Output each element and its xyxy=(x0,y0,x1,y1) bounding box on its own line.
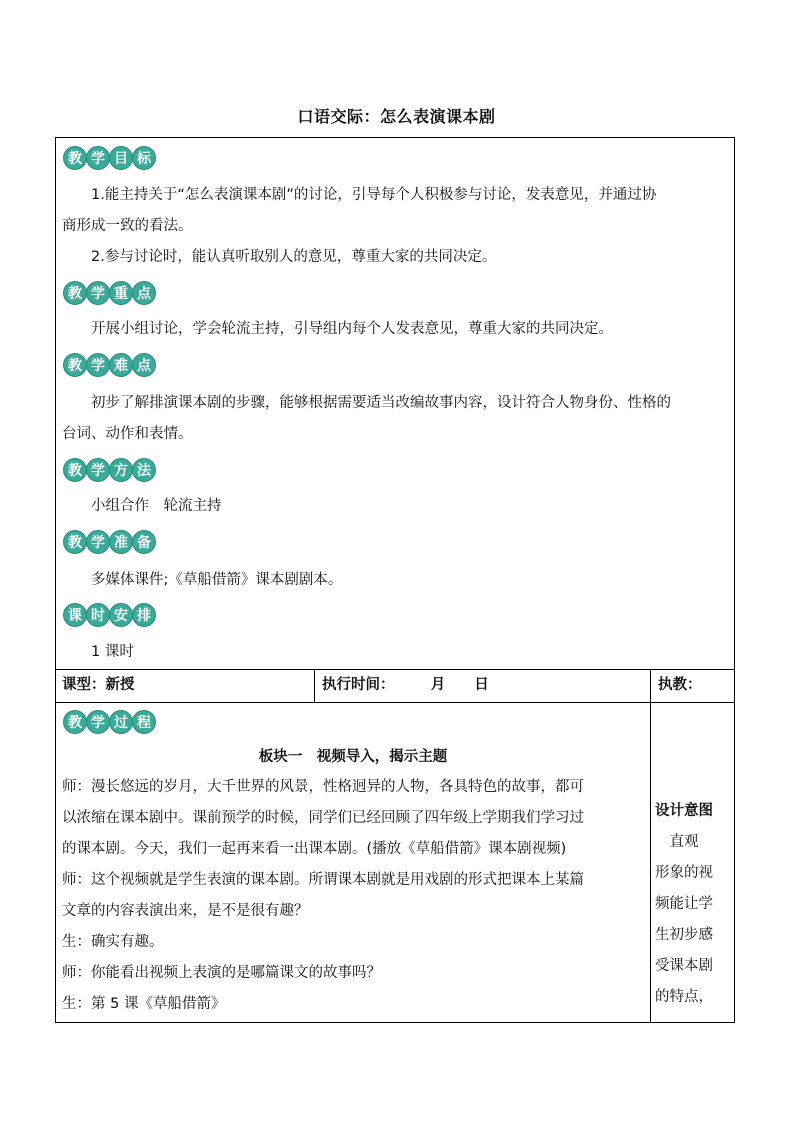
badge-character: 教 xyxy=(63,458,87,482)
badge-character: 程 xyxy=(132,710,156,734)
badge-character: 学 xyxy=(86,458,110,482)
schedule-badge xyxy=(63,603,155,629)
process-badge xyxy=(63,710,155,736)
badge-character: 教 xyxy=(63,710,87,734)
badge-character: 法 xyxy=(132,458,156,482)
table-divider xyxy=(650,669,651,1023)
badge-character: 学 xyxy=(86,353,110,377)
badge-character: 教 xyxy=(63,281,87,305)
focus-badge xyxy=(63,281,155,307)
badge-character: 教 xyxy=(63,146,87,170)
badge-character: 课 xyxy=(63,603,87,627)
badge-character: 时 xyxy=(86,603,110,627)
badge-character: 学 xyxy=(86,146,110,170)
badge-character: 教 xyxy=(63,530,87,554)
focus-text: 开展小组讨论，学会轮流主持，引导组内每个人发表意见，尊重大家的共同决定。 xyxy=(91,321,613,337)
badge-character: 点 xyxy=(132,353,156,377)
badge-character: 排 xyxy=(132,603,156,627)
execution-time: 执行时间： 月 日 xyxy=(322,677,489,693)
badge-character: 标 xyxy=(132,146,156,170)
process-line: 生：第 5 课《草船借箭》 xyxy=(62,996,226,1012)
page-title: 口语交际：怎么表演课本剧 xyxy=(297,107,496,126)
goal-badge xyxy=(63,146,155,172)
prep-badge xyxy=(63,530,155,556)
design-intent-line: 受课本剧 xyxy=(655,958,713,974)
badge-character: 目 xyxy=(109,146,133,170)
badge-character: 学 xyxy=(86,281,110,305)
design-intent-line: 形象的视 xyxy=(655,865,713,881)
badge-character: 安 xyxy=(109,603,133,627)
process-line: 的课本剧。今天，我们一起再来看一出课本剧。(播放《草船借箭》课本剧视频) xyxy=(62,841,567,857)
process-line: 生：确实有趣。 xyxy=(62,934,164,950)
badge-character: 备 xyxy=(132,530,156,554)
design-intent-line: 直观 xyxy=(655,834,699,850)
badge-character: 过 xyxy=(109,710,133,734)
teacher-label: 执教： xyxy=(658,677,702,693)
badge-character: 学 xyxy=(86,530,110,554)
badge-character: 重 xyxy=(109,281,133,305)
difficulty-text-1b: 台词、动作和表情。 xyxy=(62,426,193,442)
table-divider xyxy=(55,702,735,703)
process-line: 师：这个视频就是学生表演的课本剧。所谓课本剧就是用戏剧的形式把课本上某篇 xyxy=(62,872,584,888)
process-line: 文章的内容表演出来，是不是很有趣？ xyxy=(62,903,309,919)
schedule-text: 1 课时 xyxy=(91,644,134,660)
goal-text-1: 1.能主持关于“怎么表演课本剧”的讨论，引导每个人积极参与讨论，发表意见，并通过协 xyxy=(91,187,657,203)
badge-character: 教 xyxy=(63,353,87,377)
design-intent-line: 生初步感 xyxy=(655,927,713,943)
difficulty-badge xyxy=(63,353,155,379)
process-line: 师：漫长悠远的岁月，大千世界的风景，性格迥异的人物，各具特色的故事，都可 xyxy=(62,779,584,795)
goal-text-2: 2.参与讨论时，能认真听取别人的意见，尊重大家的共同决定。 xyxy=(91,249,497,265)
process-line: 师：你能看出视频上表演的是哪篇课文的故事吗？ xyxy=(62,965,381,981)
badge-character: 点 xyxy=(132,281,156,305)
process-line: 以浓缩在课本剧中。课前预学的时候，同学们已经回顾了四年级上学期我们学习过 xyxy=(62,810,584,826)
prep-text: 多媒体课件;《草船借箭》课本剧剧本。 xyxy=(91,572,343,588)
lesson-type: 课型：新授 xyxy=(62,677,135,693)
table-divider xyxy=(314,669,315,702)
badge-character: 难 xyxy=(109,353,133,377)
design-intent-line: 的特点， xyxy=(655,989,713,1005)
method-badge xyxy=(63,458,155,484)
badge-character: 方 xyxy=(109,458,133,482)
difficulty-text-1: 初步了解排演课本剧的步骤，能够根据需要适当改编故事内容，设计符合人物身份、性格的 xyxy=(91,395,671,411)
design-intent-title: 设计意图 xyxy=(655,803,713,819)
badge-character: 学 xyxy=(86,710,110,734)
goal-text-1b: 商形成一致的看法。 xyxy=(62,218,193,234)
block-title: 板块一 视频导入，揭示主题 xyxy=(258,749,448,765)
badge-character: 准 xyxy=(109,530,133,554)
method-text: 小组合作 轮流主持 xyxy=(91,498,222,514)
design-intent-line: 频能让学 xyxy=(655,896,713,912)
